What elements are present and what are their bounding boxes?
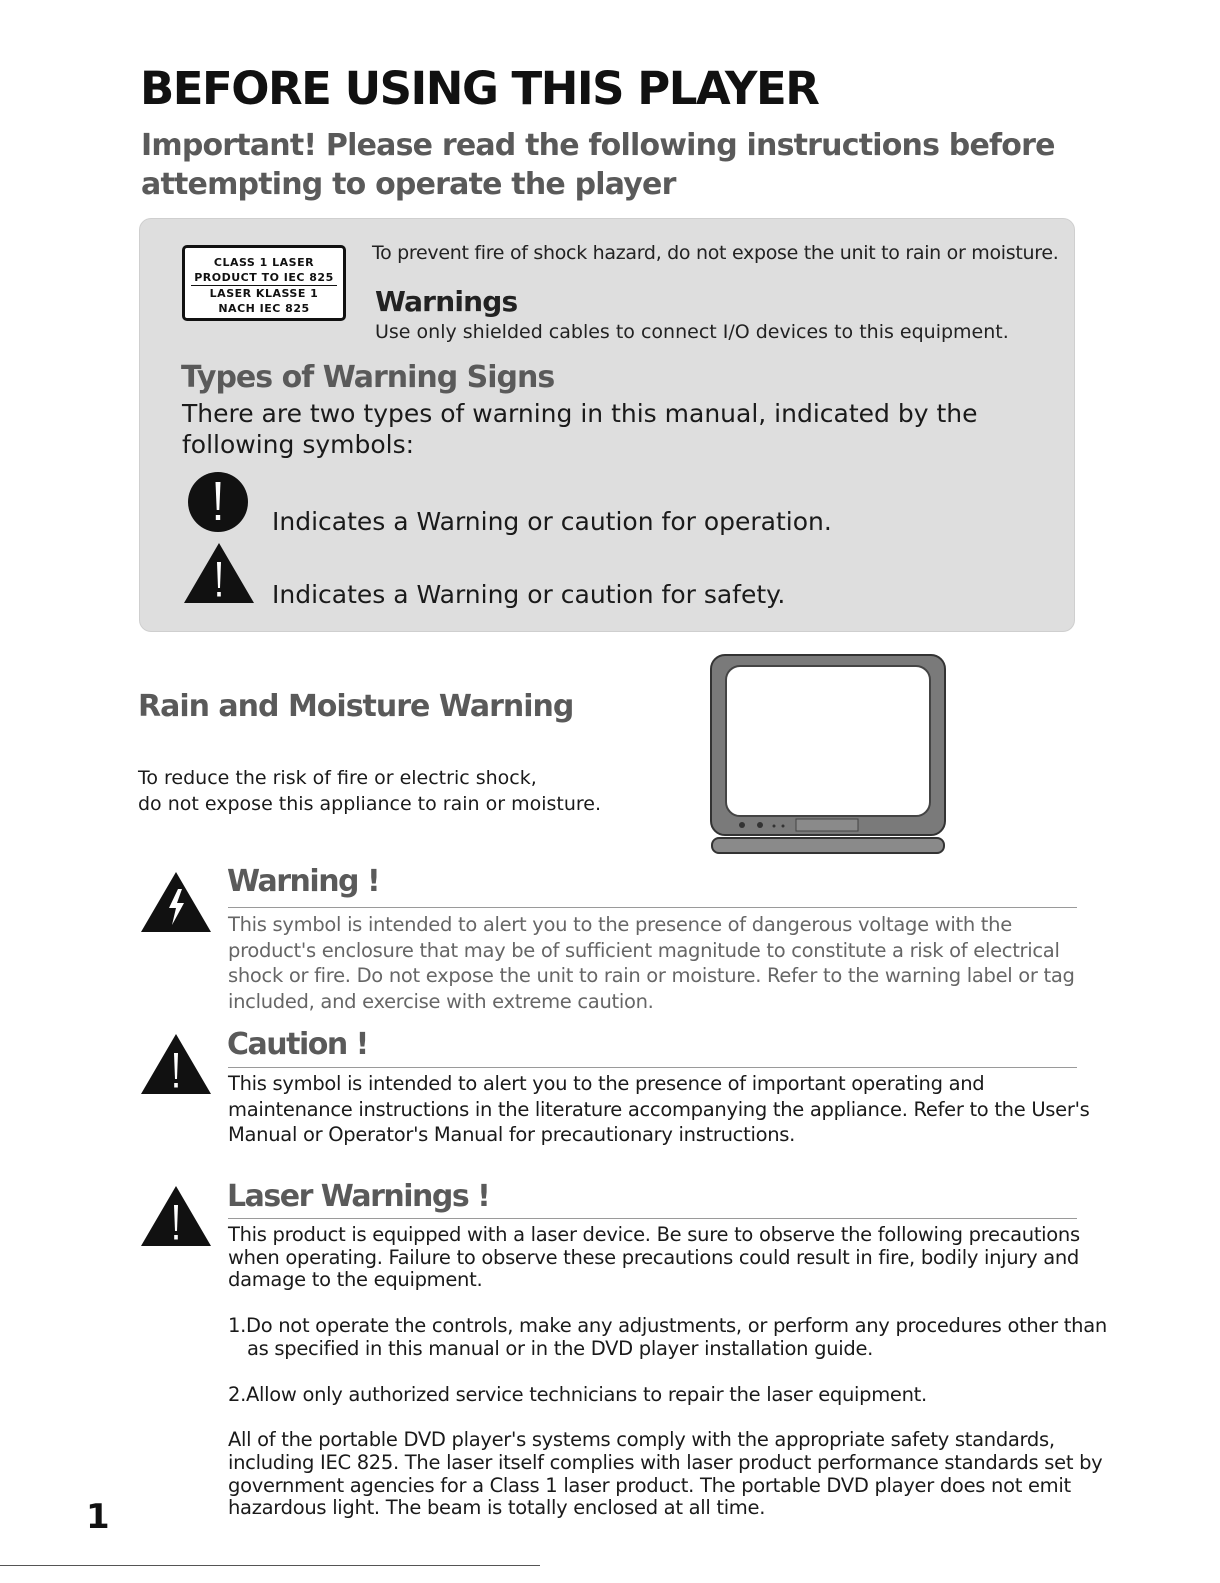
laser-class-label — [182, 245, 346, 321]
laser-item-1-line: as specified in this manual or in the DVD player installation guide. — [247, 1336, 874, 1360]
prevent-hazard-text: To prevent fire of shock hazard, do not expose the unit to rain or moisture. — [372, 242, 1059, 264]
rain-heading: Rain and Moisture Warning — [138, 689, 574, 724]
lightning-triangle-icon — [140, 871, 212, 933]
types-heading: Types of Warning Signs — [181, 360, 555, 395]
warnings-heading: Warnings — [375, 285, 518, 318]
shielded-cables-text: Use only shielded cables to connect I/O devices to this equipment. — [375, 321, 1009, 343]
laser-item-2: 2.Allow only authorized service technicians to repair the laser equipment. — [228, 1382, 927, 1406]
laser-item-1 — [228, 1315, 1108, 1360]
laser-divider — [228, 1218, 1077, 1219]
laser-label-line: PRODUCT TO IEC 825 — [191, 270, 337, 286]
exclamation-triangle-icon — [140, 1033, 212, 1095]
rain-line: do not expose this appliance to rain or moisture. — [138, 793, 602, 815]
caution-body: This symbol is intended to alert you to the presence of important operating and maintenance instructions in the literature accompanying the appliance. Refer to the User's Manual or Operator's Manual for precautionary instructions. — [228, 1072, 1090, 1146]
laser-body — [228, 1224, 1108, 1543]
caution-heading: Caution ! — [227, 1027, 368, 1062]
warning-divider — [228, 907, 1077, 908]
rain-body — [138, 765, 601, 817]
exclamation-triangle-icon — [140, 1185, 212, 1247]
exclamation-circle-icon — [186, 470, 250, 534]
laser-closing: All of the portable DVD player's systems comply with the appropriate safety standards, including IEC 825. The laser itself complies with laser product performance standards set by government agencies for a Class 1 laser product. The portable DVD player does not emit hazardous light. The beam is totally enclosed at all time. — [228, 1428, 1103, 1520]
laser-item-1-line: 1.Do not operate the controls, make any adjustments, or perform any procedures other than — [228, 1314, 1107, 1338]
page-title: BEFORE USING THIS PLAYER — [140, 62, 819, 115]
symbol-safety-text: Indicates a Warning or caution for safety. — [272, 580, 786, 609]
laser-label-line: LASER KLASSE 1 — [209, 287, 319, 300]
types-body: There are two types of warning in this manual, indicated by the following symbols: — [182, 399, 978, 459]
footer-rule — [0, 1565, 540, 1566]
exclamation-triangle-icon — [183, 542, 255, 604]
laser-intro: This product is equipped with a laser device. Be sure to observe the following precautions when operating. Failure to observe these precautions could result in fire, bodily injury and damage to the equipment. — [228, 1223, 1080, 1292]
warning-heading: Warning ! — [227, 864, 380, 899]
caution-divider — [228, 1067, 1077, 1068]
symbol-operation-text: Indicates a Warning or caution for operation. — [272, 507, 832, 536]
rain-line: To reduce the risk of fire or electric shock, — [138, 767, 537, 789]
laser-heading: Laser Warnings ! — [227, 1179, 490, 1214]
warning-body: This symbol is intended to alert you to the presence of dangerous voltage with the product's enclosure that may be of sufficient magnitude to constitute a risk of electrical shock or fire. Do not expose the unit to rain or moisture. Refer to the warning label or tag included, and exercise with extreme caution. — [228, 913, 1075, 1013]
page-subtitle: Important! Please read the following instructions before attempting to operate the player — [141, 128, 1055, 202]
laser-label-line: CLASS 1 LASER — [213, 256, 315, 269]
tv-illustration-icon — [708, 652, 948, 856]
laser-label-line: NACH IEC 825 — [218, 302, 310, 315]
page-number: 1 — [86, 1497, 110, 1537]
